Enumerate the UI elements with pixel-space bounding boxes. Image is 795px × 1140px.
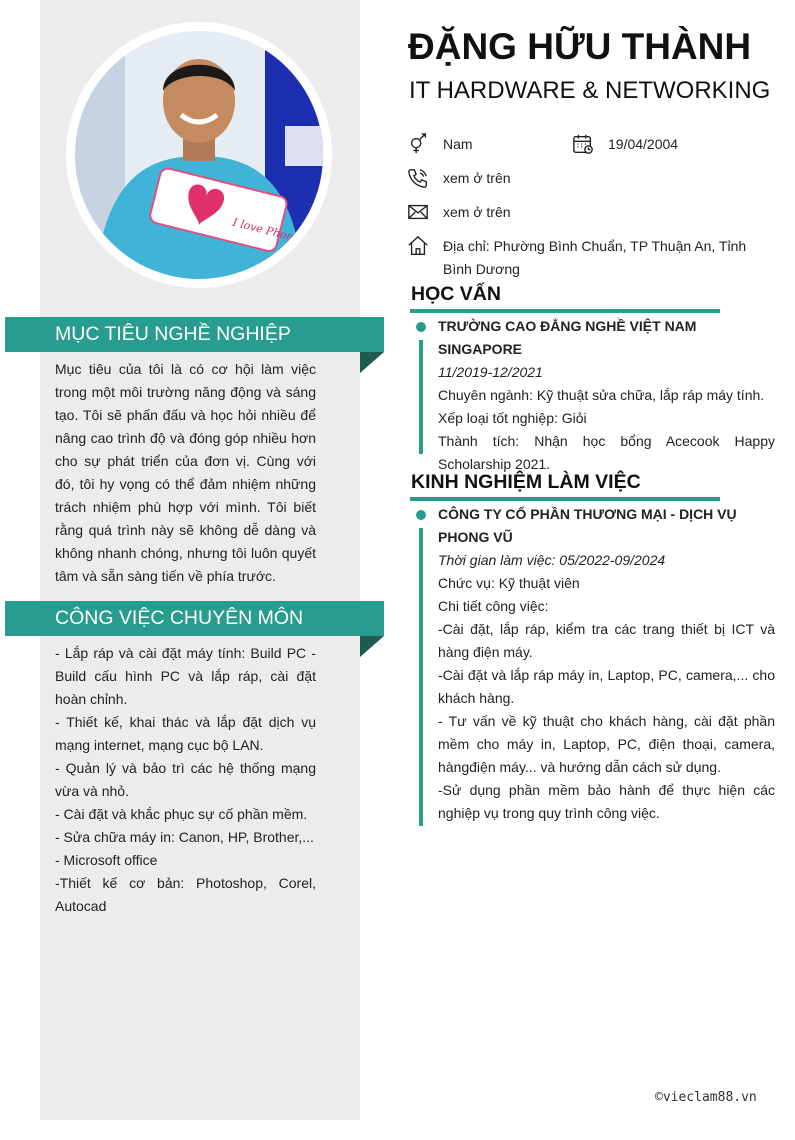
birthday-value: 19/04/2004 bbox=[608, 136, 679, 152]
education-school: TRƯỜNG CAO ĐẲNG NGHỀ VIỆT NAM SINGAPORE bbox=[438, 318, 697, 357]
education-entry bbox=[438, 315, 775, 476]
phone-value: xem ở trên bbox=[443, 170, 511, 186]
home-icon bbox=[407, 235, 429, 257]
education-line: Xếp loại tốt nghiệp: Giỏi bbox=[438, 410, 587, 426]
skills-list bbox=[55, 642, 316, 918]
calendar-icon bbox=[572, 133, 594, 155]
experience-title: KINH NGHIỆM LÀM VIỆC bbox=[411, 471, 641, 493]
gender-icon bbox=[407, 133, 429, 155]
education-title: HỌC VẤN bbox=[411, 283, 501, 305]
objective-banner bbox=[5, 317, 384, 352]
education-underline bbox=[410, 309, 720, 313]
skill-item: - Thiết kế, khai thác và lắp đặt dịch vụ mạng internet, mạng cục bộ LAN. bbox=[55, 714, 316, 753]
experience-period: Thời gian làm việc: 05/2022-09/2024 bbox=[438, 552, 666, 568]
objective-text-block bbox=[55, 358, 316, 588]
skills-banner bbox=[5, 601, 384, 636]
avatar-sign-text: I love Phongvu bbox=[231, 215, 315, 249]
skill-item: - Cài đặt và khắc phục sự cố phần mềm. bbox=[55, 806, 308, 822]
skills-banner-fold bbox=[360, 636, 384, 657]
education-bullet bbox=[416, 322, 426, 332]
experience-company: CÔNG TY CỔ PHẦN THƯƠNG MẠI - DỊCH VỤ PHONG VŨ bbox=[438, 506, 737, 545]
experience-underline bbox=[410, 497, 720, 501]
gender-value: Nam bbox=[443, 136, 473, 152]
education-line: Thành tích: Nhận học bổng Acecook Happy Scholarship 2021. bbox=[438, 433, 775, 472]
education-line: Chuyên ngành: Kỹ thuật sửa chữa, lắp ráp máy tính. bbox=[438, 387, 765, 403]
address-value: Địa chỉ: Phường Bình Chuẩn, TP Thuận An, Tỉnh Bình Dương bbox=[443, 238, 747, 277]
skill-item: - Lắp ráp và cài đặt máy tính: Build PC - Build cấu hình PC và lắp ráp, cài đặt hoàn chỉnh. bbox=[55, 645, 316, 707]
objective-title: MỤC TIÊU NGHỀ NGHIỆP bbox=[55, 323, 291, 345]
skill-item: -Thiết kế cơ bản: Photoshop, Corel, Autocad bbox=[55, 875, 316, 914]
avatar-illustration bbox=[75, 31, 323, 279]
education-period: 11/2019-12/2021 bbox=[438, 364, 543, 380]
experience-bullet bbox=[416, 510, 426, 520]
objective-banner-fold bbox=[360, 352, 384, 373]
avatar bbox=[75, 31, 323, 279]
experience-line: Chức vụ: Kỹ thuật viên bbox=[438, 575, 580, 591]
objective-text: Mục tiêu của tôi là có cơ hội làm việc trong một môi trường năng động và sáng tạo. Tôi sẽ phấn đấu và học hỏi nhiều để nâng cao trình độ và đóng góp nhiều hơn cho sự phát triển của đơn vị. Cùng với đó, tôi hy vọng có thể đảm nhiệm những trách nhiệm phù hợp với mình. Tôi biết rằng quá trình này sẽ không dễ dàng và không nhanh chóng, nhưng tôi luôn quyết tâm và sẵn sàng tiến về phía trước. bbox=[55, 361, 316, 584]
experience-line: -Cài đặt, lắp ráp, kiểm tra các trang thiết bị ICT và hàng điện máy. bbox=[438, 621, 775, 660]
experience-line: -Cài đặt và lắp ráp máy in, Laptop, PC, camera,... cho khách hàng. bbox=[438, 667, 775, 706]
experience-timeline bbox=[419, 528, 423, 826]
job-title: IT HARDWARE & NETWORKING bbox=[409, 77, 771, 104]
envelope-icon bbox=[407, 201, 429, 223]
education-timeline bbox=[419, 340, 423, 454]
skills-title: CÔNG VIỆC CHUYÊN MÔN bbox=[55, 607, 304, 629]
email-value: xem ở trên bbox=[443, 204, 511, 220]
phone-icon bbox=[407, 167, 429, 189]
skill-item: - Quản lý và bảo trì các hệ thống mạng vừa và nhỏ. bbox=[55, 760, 316, 799]
experience-line: -Sử dụng phần mềm bảo hành để thực hiện các nghiệp vụ trong quy trình công việc. bbox=[438, 782, 775, 821]
skill-item: - Sửa chữa máy in: Canon, HP, Brother,... bbox=[55, 829, 314, 845]
experience-line: - Tư vấn về kỹ thuật cho khách hàng, cài đặt phần mềm cho máy in, Laptop, PC, điện thoại, camera, hàngđiện máy... và hướng dẫn cách sử dụng. bbox=[438, 713, 775, 775]
candidate-name: ĐẶNG HỮU THÀNH bbox=[408, 26, 752, 67]
watermark: ©vieclam88.vn bbox=[655, 1090, 757, 1105]
experience-line: Chi tiết công việc: bbox=[438, 598, 549, 614]
skill-item: - Microsoft office bbox=[55, 852, 158, 868]
experience-entry bbox=[438, 503, 775, 825]
